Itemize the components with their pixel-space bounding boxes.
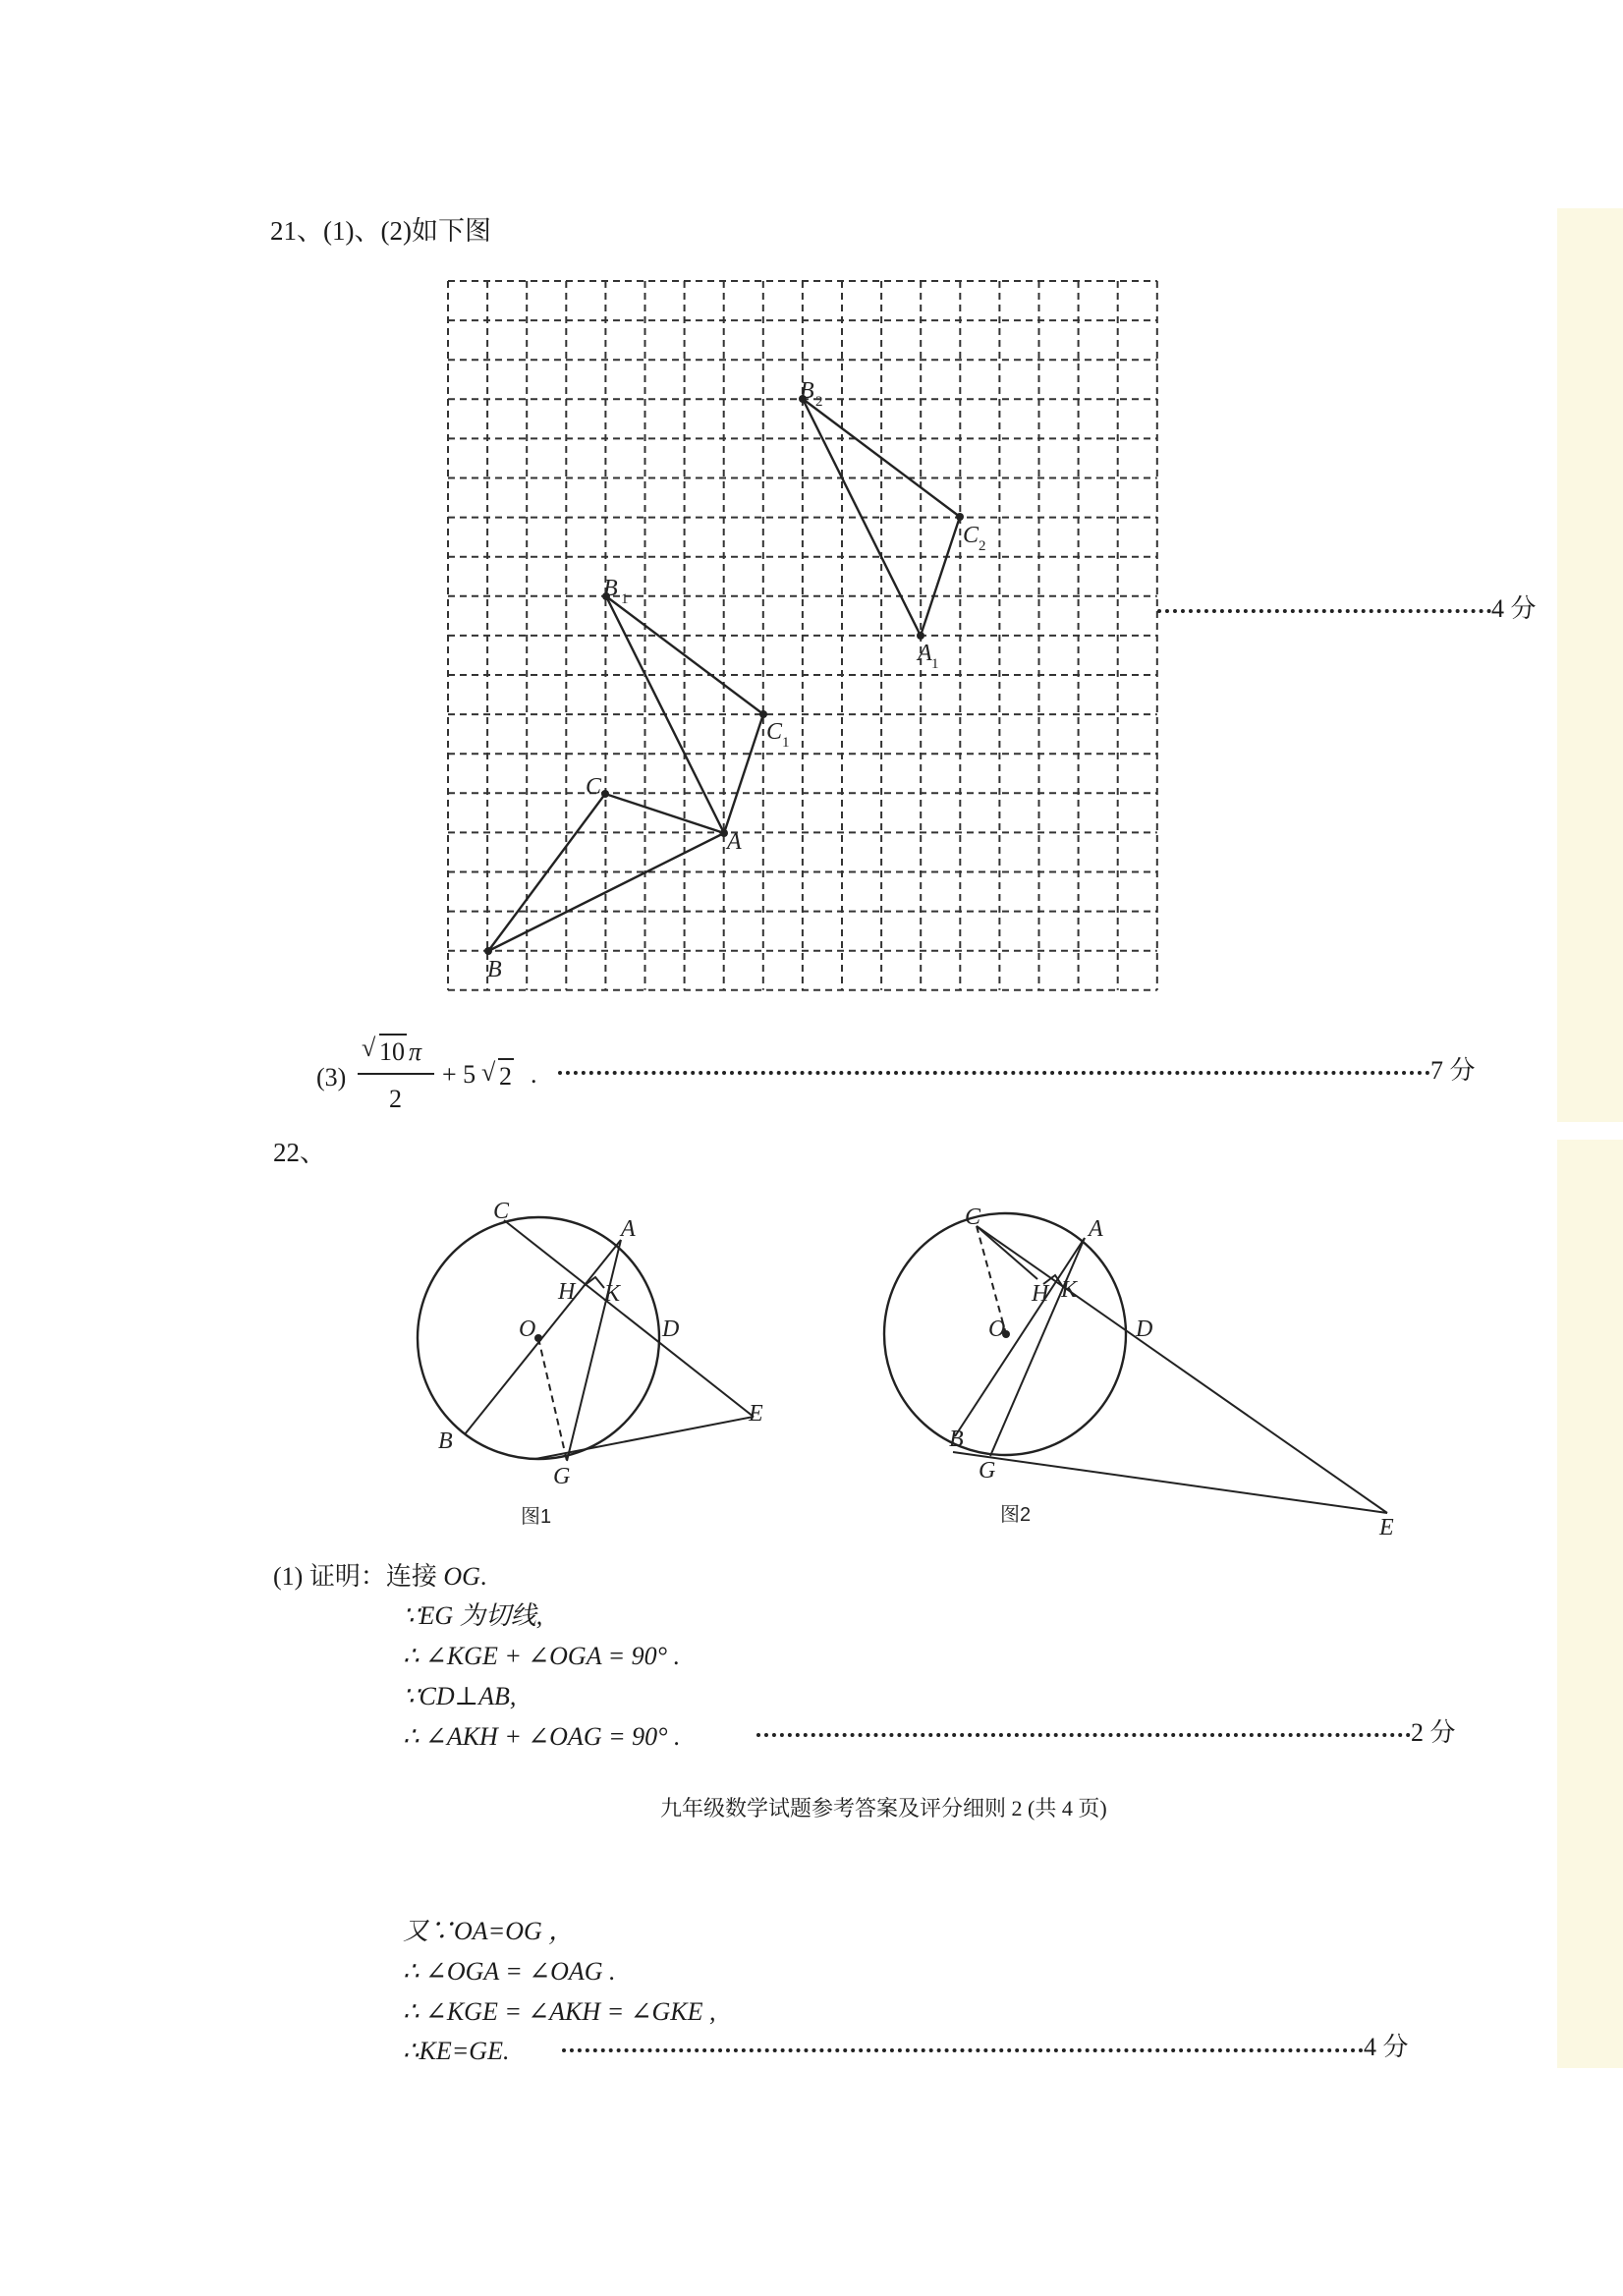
fig2-O: O <box>988 1316 1006 1342</box>
fig2-caption: 图2 <box>1000 1504 1032 1526</box>
q21-score-b: 7 分 <box>1430 1056 1476 1085</box>
fig1-E: E <box>749 1401 763 1427</box>
fig1-G: G <box>553 1464 571 1489</box>
label-B2-sub: 2 <box>815 394 823 410</box>
fig2-H: H <box>1032 1281 1049 1307</box>
q21-part3-end: . <box>531 1060 537 1089</box>
proof-leader-5 <box>756 1733 1411 1737</box>
proof-leader-9 <box>562 2048 1364 2052</box>
fig1-C: C <box>493 1199 510 1224</box>
q21-heading: 21、(1)、(2)如下图 <box>270 216 491 246</box>
proof-line-3: ∴ ∠KGE + ∠OGA = 90° . <box>403 1642 681 1670</box>
q21-part3-radicand: 10 <box>379 1037 405 1066</box>
fig1-A: A <box>621 1216 636 1242</box>
page-footer: 九年级数学试题参考答案及评分细则 2 (共 4 页) <box>660 1796 1107 1820</box>
proof-line-8: ∴ ∠KGE = ∠AKH = ∠GKE , <box>403 1997 716 2026</box>
q21-part3-plus-term: + 5 <box>442 1060 476 1089</box>
label-B1: B <box>603 576 618 601</box>
label-C1-sub: 1 <box>782 735 790 751</box>
q21-part3-fraction: √ 10 π 2 <box>354 1032 440 1120</box>
proof-line-9: ∴KE=GE. <box>403 2037 510 2065</box>
proof-line-1-text: (1) 证明：连接 <box>273 1562 444 1591</box>
fig2-A: A <box>1089 1216 1103 1242</box>
proof-line-2: ∵EG 为切线, <box>403 1601 543 1630</box>
margin-strip-top <box>1557 208 1623 1122</box>
q21-part3-pi: π <box>409 1037 422 1066</box>
q21-part3-sqrt2: √ 2 <box>481 1058 512 1091</box>
fig1-K: K <box>604 1281 621 1307</box>
proof-line-4: ∵CD⊥AB, <box>403 1682 517 1710</box>
fig1-caption: 图1 <box>521 1506 552 1528</box>
label-A: A <box>727 829 742 855</box>
q21-part3-label: (3) <box>316 1063 347 1092</box>
q21-score-a: 4 分 <box>1491 594 1537 623</box>
label-B2: B <box>800 378 814 404</box>
label-A2: A <box>918 641 932 666</box>
label-C: C <box>586 774 602 800</box>
q21-part3-radicand2: 2 <box>499 1062 512 1091</box>
proof-line-1 <box>273 1564 486 1590</box>
fig1-O: O <box>519 1316 536 1342</box>
fig2-K: K <box>1061 1277 1078 1303</box>
proof-line-1-end: . <box>479 1562 487 1591</box>
proof-line-5: ∴ ∠AKH + ∠OAG = 90° . <box>403 1722 681 1751</box>
label-B: B <box>487 957 502 982</box>
q21-part3-denominator: 2 <box>389 1085 402 1113</box>
margin-strip-bottom <box>1557 1140 1623 2068</box>
proof-score-5: 2 分 <box>1411 1718 1456 1747</box>
fig1-H: H <box>558 1279 576 1305</box>
label-C2-sub: 2 <box>979 538 986 554</box>
proof-score-9: 4 分 <box>1364 2033 1409 2061</box>
q21-leader-a <box>1157 609 1491 613</box>
q21-grid-figure <box>432 275 1179 1002</box>
q22-figure-2 <box>874 1189 1425 1552</box>
proof-line-6: 又∵OA=OG ， <box>403 1917 575 1945</box>
proof-line-7: ∴ ∠OGA = ∠OAG . <box>403 1957 616 1986</box>
label-B1-sub: 1 <box>621 591 629 607</box>
fig2-E: E <box>1379 1515 1394 1540</box>
fig1-D: D <box>662 1316 680 1342</box>
proof-line-1-og: OG <box>443 1562 480 1591</box>
q22-heading: 22、 <box>273 1138 326 1167</box>
fig2-D: D <box>1136 1316 1153 1342</box>
q21-leader-b <box>558 1071 1430 1075</box>
q22-figure-1 <box>403 1189 796 1533</box>
label-A2-sub: 1 <box>931 656 939 672</box>
fig2-G: G <box>979 1458 996 1484</box>
fig1-B: B <box>438 1428 453 1454</box>
label-C1: C <box>766 719 783 745</box>
fig2-C: C <box>965 1204 981 1230</box>
fig2-B: B <box>949 1427 964 1452</box>
label-C2: C <box>963 523 979 548</box>
